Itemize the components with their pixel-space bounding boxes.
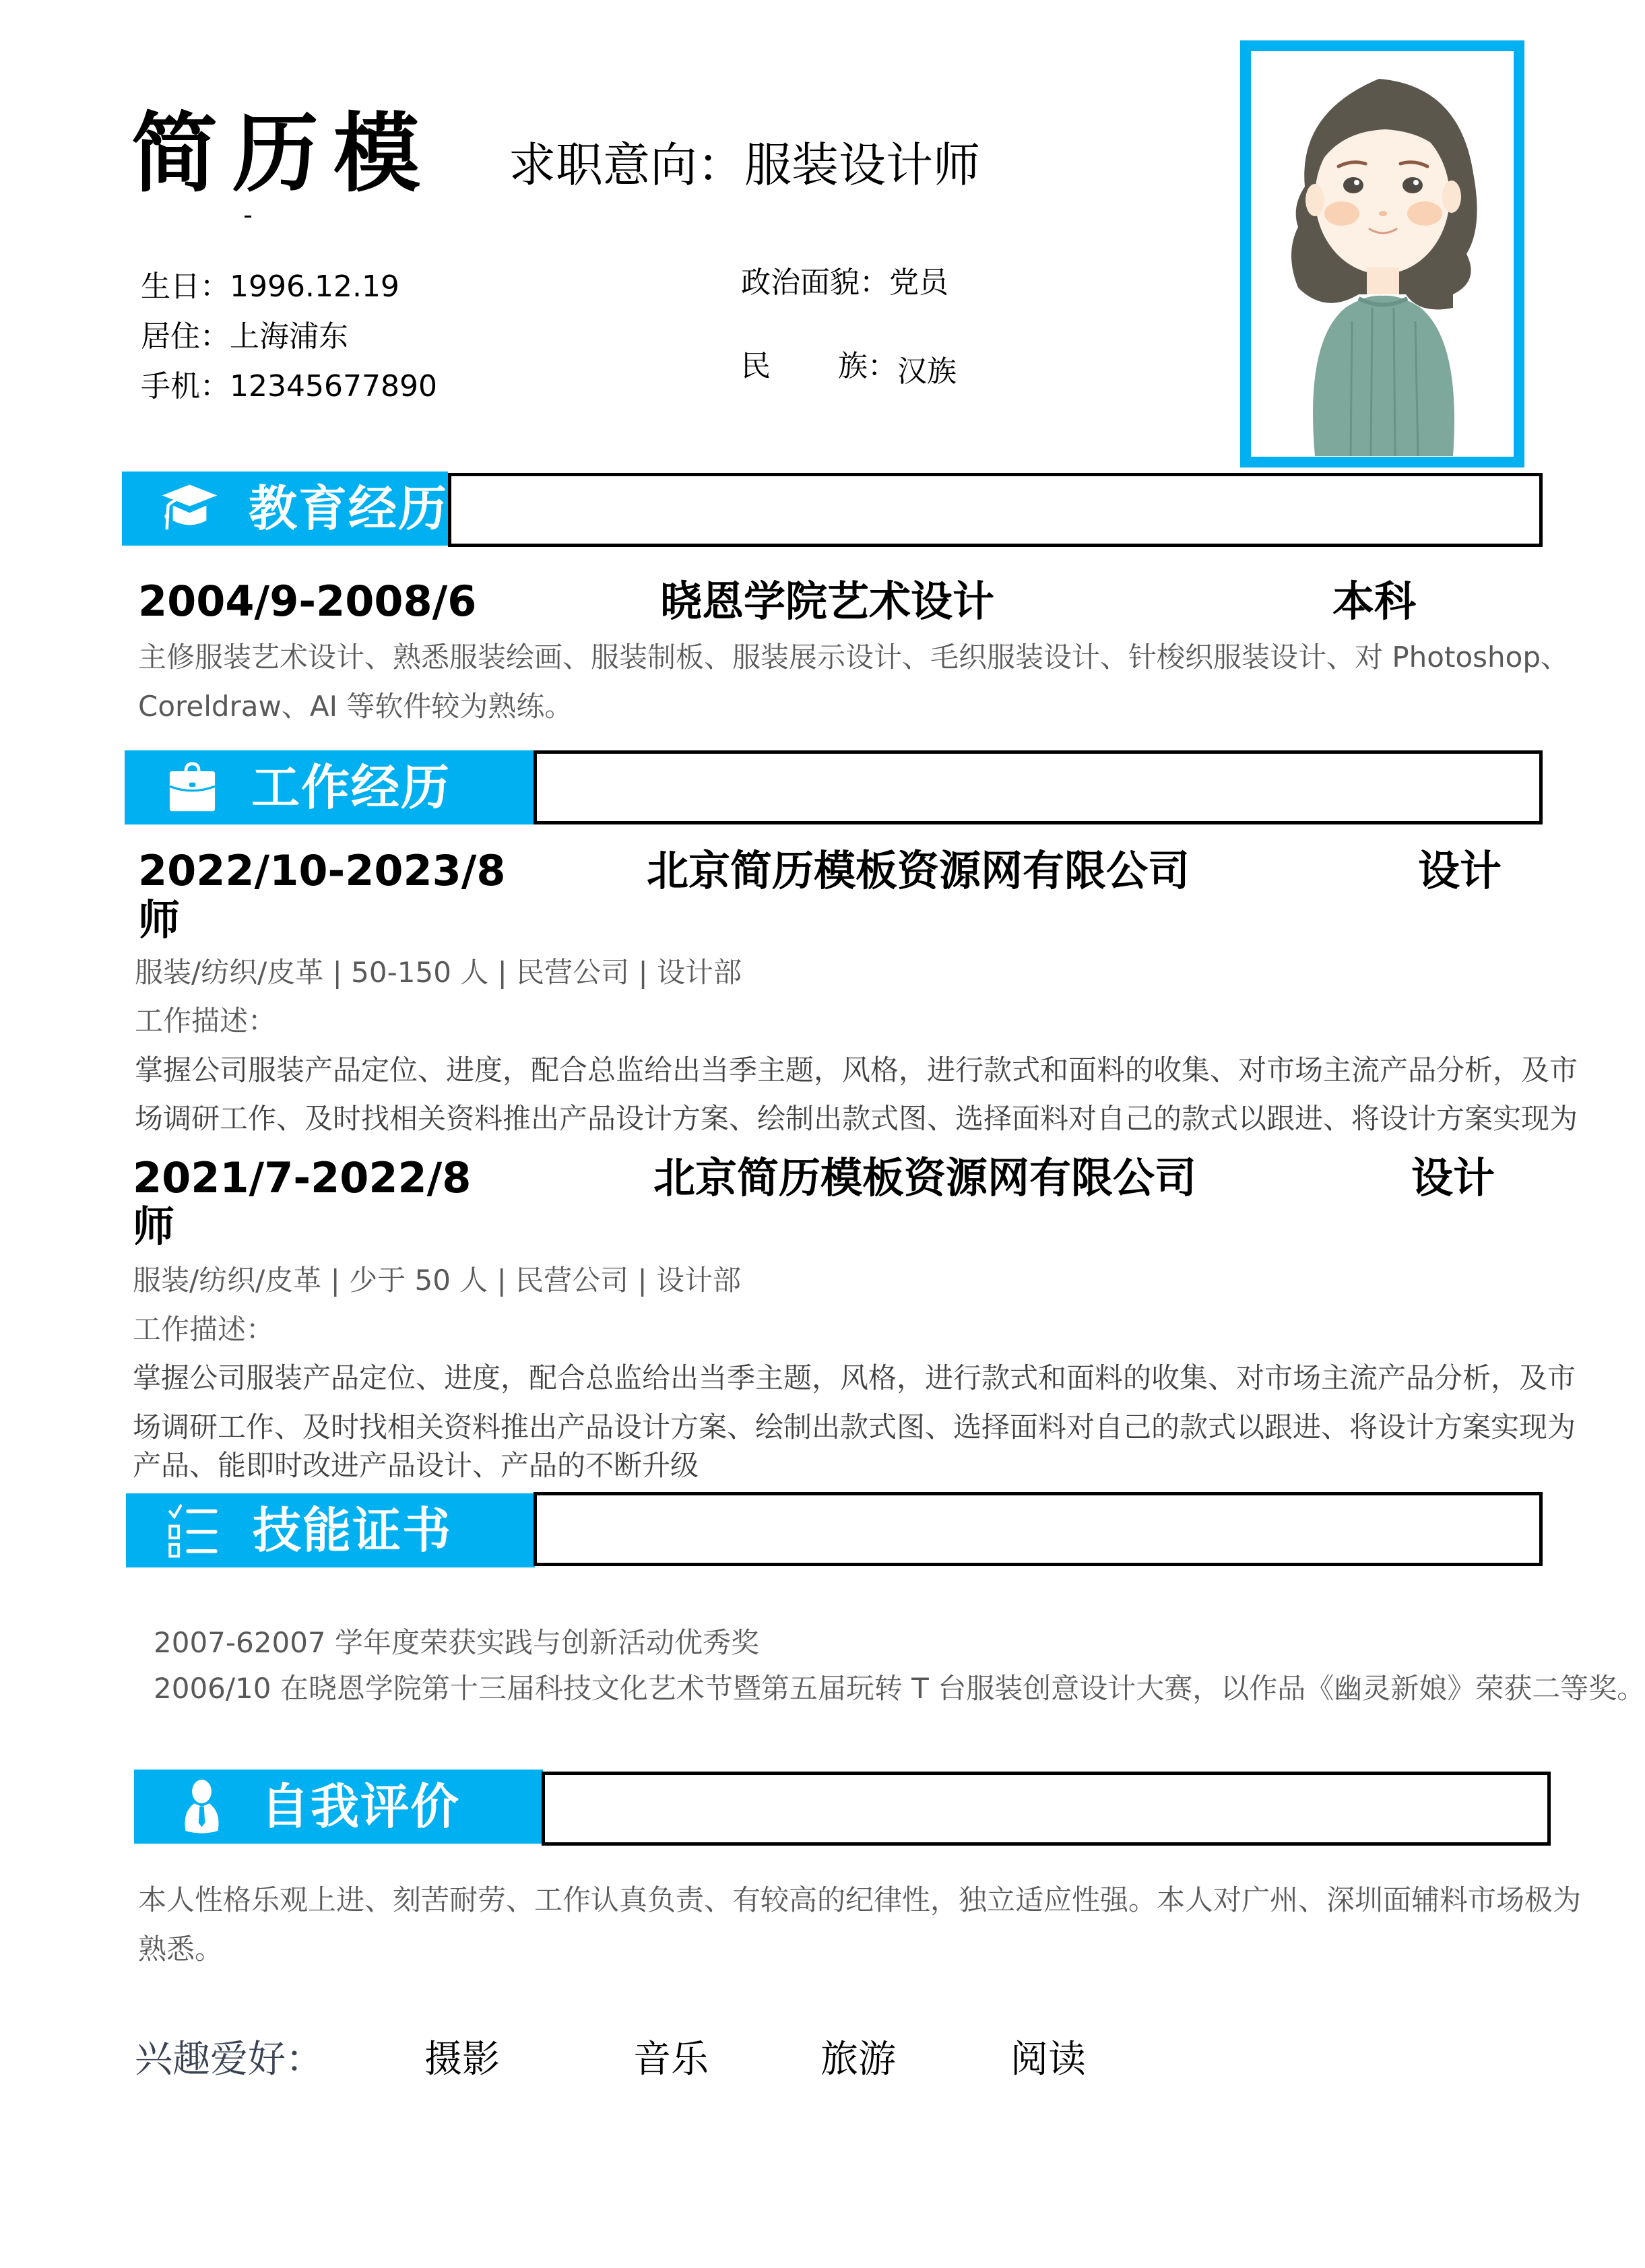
residence-label: 居住：: [141, 319, 230, 354]
section-title-self-eval: 自我评价: [261, 1778, 461, 1835]
skill-item: 2007-62007 学年度荣获实践与创新活动优秀奖: [154, 1626, 760, 1659]
edu-degree: 本科: [1332, 577, 1417, 626]
birthday-value: 1996.12.19: [230, 269, 399, 304]
briefcase-icon: [152, 750, 232, 824]
person-tie-icon: [161, 1770, 242, 1844]
job-period: 2021/7-2022/8: [133, 1153, 472, 1202]
job-desc-line-clipped-text: 产品、能即时改进产品设计、产品的不断升级: [133, 1449, 699, 1482]
skill-item: 2006/10 在晓恩学院第十三届科技文化艺术节暨第五届玩转 T 台服装创意设计大赛，以作品《幽灵新娘》荣获二等奖。: [154, 1672, 1645, 1705]
residence-field: [141, 319, 348, 354]
resume-title: 简历模: [131, 104, 435, 204]
self-eval-line: 熟悉。: [138, 1933, 224, 1966]
checklist-icon: [153, 1493, 234, 1567]
job-meta: 服装/纺织/皮革 | 50-150 人 | 民营公司 | 设计部: [135, 956, 742, 989]
section-title-education: 教育经历: [249, 480, 449, 537]
section-header-box-education: [448, 473, 1543, 547]
residence-value: 上海浦东: [230, 319, 348, 354]
job-period: 2022/10-2023/8: [138, 846, 506, 895]
political-field: [741, 265, 948, 300]
section-header-box-work: [534, 750, 1543, 824]
section-title-skills: 技能证书: [253, 1502, 453, 1559]
ethnicity-value: 汉族: [897, 354, 957, 389]
section-header-self-eval: [134, 1770, 543, 1844]
job-company: 北京简历模板资源网有限公司: [647, 846, 1190, 895]
hobby-item: 音乐: [633, 2038, 709, 2081]
section-header-skills: [126, 1493, 535, 1567]
job-desc-line: 掌握公司服装产品定位、进度，配合总监给出当季主题，风格，进行款式和面料的收集、对市场主流产品分析，及市: [135, 1054, 1578, 1087]
job-meta: 服装/纺织/皮革 | 少于 50 人 | 民营公司 | 设计部: [133, 1264, 742, 1297]
job-role: 设计: [1418, 846, 1502, 895]
political-label: 政治面貌：: [741, 265, 889, 300]
edu-period: 2004/9-2008/6: [138, 577, 477, 626]
ethnicity-label-b: 族：: [838, 349, 897, 383]
job-role-wrap: 师: [138, 895, 181, 944]
job-desc-line: 场调研工作、及时找相关资料推出产品设计方案、绘制出款式图、选择面料对自己的款式以跟进、将设计方案实现为: [135, 1102, 1578, 1135]
title-dash-decoration: [245, 216, 251, 218]
section-header-work: [125, 750, 534, 824]
section-title-work: 工作经历: [251, 759, 451, 816]
section-header-education: [122, 472, 448, 546]
job-desc-label: 工作描述：: [133, 1313, 275, 1346]
section-header-box-skills: [534, 1492, 1543, 1566]
hobby-item: 旅游: [820, 2038, 896, 2081]
ethnicity-label-a: 民: [741, 349, 771, 383]
birthday-field: [141, 269, 399, 304]
hobby-item: 阅读: [1010, 2038, 1086, 2081]
section-header-box-self-eval: [542, 1772, 1551, 1846]
job-role-wrap: 师: [133, 1202, 175, 1251]
phone-label: 手机：: [141, 369, 230, 403]
phone-value: 12345677890: [230, 369, 437, 403]
birthday-label: 生日：: [141, 269, 230, 304]
edu-desc-line: 主修服装艺术设计、熟悉服装绘画、服装制板、服装展示设计、毛织服装设计、针梭织服装设计、对 Photoshop、: [138, 641, 1570, 674]
graduation-cap-icon: [149, 472, 230, 546]
self-eval-line: 本人性格乐观上进、刻苦耐劳、工作认真负责、有较高的纪律性，独立适应性强。本人对广州、深圳面辅料市场极为: [138, 1883, 1582, 1916]
job-desc-line: 掌握公司服装产品定位、进度，配合总监给出当季主题，风格，进行款式和面料的收集、对市场主流产品分析，及市: [133, 1361, 1576, 1394]
political-value: 党员: [889, 265, 948, 300]
hobby-item: 摄影: [424, 2038, 500, 2081]
edu-desc-line: Coreldraw、AI 等软件较为熟练。: [138, 690, 573, 723]
ethnicity-field: [741, 349, 957, 389]
job-intent: 求职意向：服装设计师: [509, 137, 980, 193]
edu-school: 晓恩学院艺术设计: [660, 577, 995, 626]
job-desc-label: 工作描述：: [135, 1004, 277, 1037]
profile-photo: [1240, 40, 1524, 467]
job-role: 设计: [1411, 1153, 1495, 1202]
job-desc-line: 场调研工作、及时找相关资料推出产品设计方案、绘制出款式图、选择面料对自己的款式以跟进、将设计方案实现为: [133, 1411, 1576, 1444]
phone-field: [141, 369, 437, 403]
hobbies-label: 兴趣爱好：: [135, 2038, 323, 2081]
job-desc-line-clipped: [133, 1449, 699, 1482]
avatar-illustration: [1251, 51, 1514, 457]
job-company: 北京简历模板资源网有限公司: [653, 1153, 1197, 1202]
ethnicity-label: [741, 349, 897, 383]
